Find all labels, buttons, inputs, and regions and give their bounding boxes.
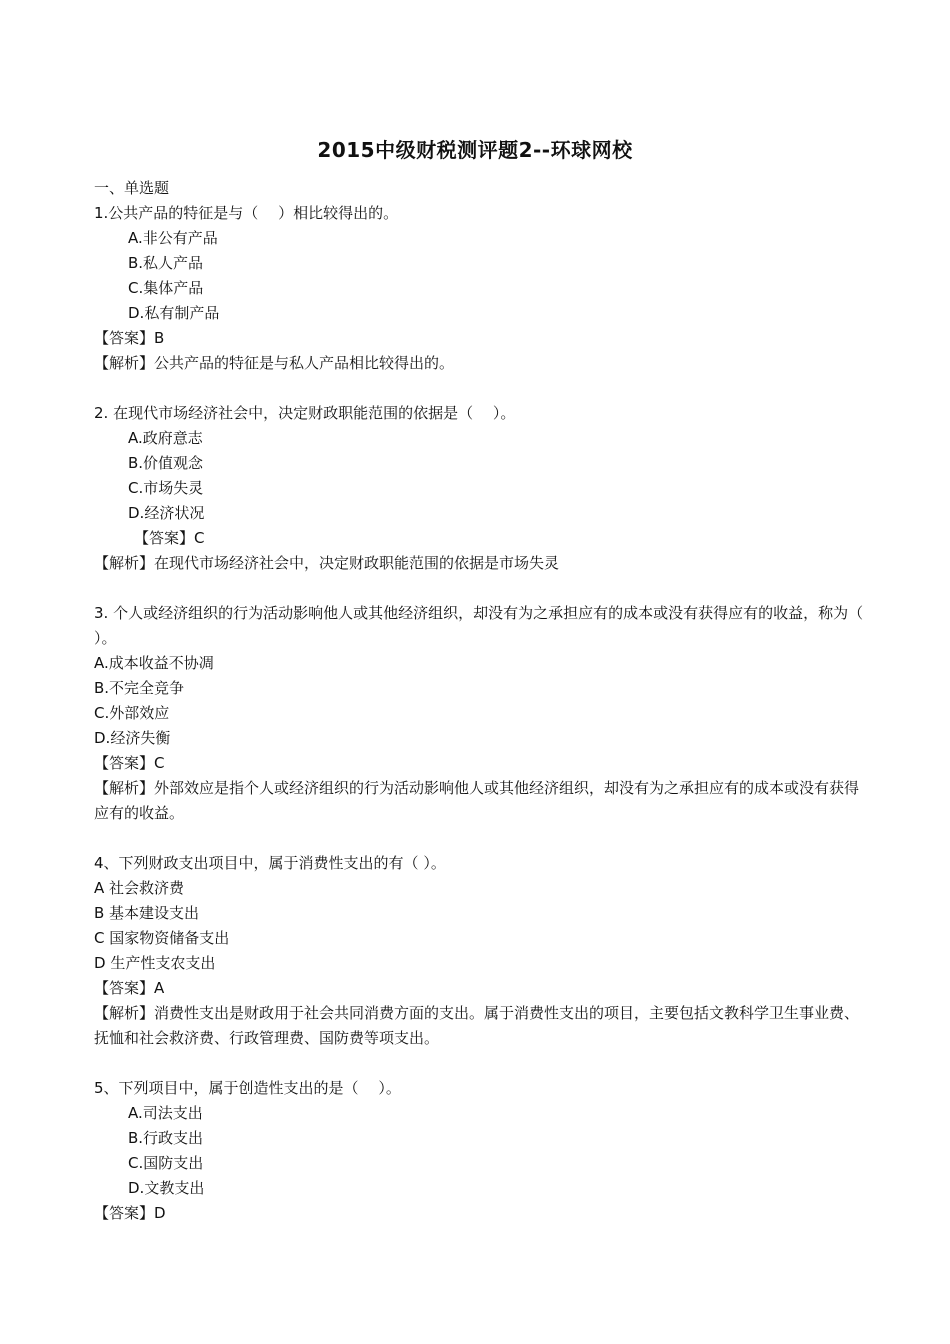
question-3-option-c: C.外部效应 xyxy=(94,704,170,722)
question-5-option-c: C.国防支出 xyxy=(128,1154,204,1172)
question-3 xyxy=(94,601,866,826)
section-heading: 一、单选题 xyxy=(94,179,170,197)
question-4-option-c: C 国家物资储备支出 xyxy=(94,929,230,947)
question-2-option-d: D.经济状况 xyxy=(128,504,205,522)
question-2-option-b: B.价值观念 xyxy=(128,454,204,472)
question-4-option-d: D 生产性支农支出 xyxy=(94,954,216,972)
question-3-option-d: D.经济失衡 xyxy=(94,729,171,747)
question-2-option-c: C.市场失灵 xyxy=(128,479,204,497)
spacer xyxy=(94,376,866,401)
question-3-stem: 3. 个人或经济组织的行为活动影响他人或其他经济组织，却没有为之承担应有的成本或没有获得应有的收益，称为（ ）。 xyxy=(94,604,864,647)
question-3-answer: 【答案】C xyxy=(94,754,165,772)
document-title: 2015中级财税测评题2--环球网校 xyxy=(317,138,633,162)
question-2-stem: 2. 在现代市场经济社会中，决定财政职能范围的依据是（ ）。 xyxy=(94,404,516,422)
question-3-analysis: 【解析】外部效应是指个人或经济组织的行为活动影响他人或其他经济组织，却没有为之承担应有的成本或没有获得应有的收益。 xyxy=(94,779,860,822)
question-1 xyxy=(94,201,866,376)
spacer xyxy=(94,1051,866,1076)
question-1-analysis: 【解析】公共产品的特征是与私人产品相比较得出的。 xyxy=(94,354,455,372)
question-1-option-b: B.私人产品 xyxy=(128,254,204,272)
question-4-option-a: A 社会救济费 xyxy=(94,879,185,897)
question-1-stem: 1.公共产品的特征是与（ ）相比较得出的。 xyxy=(94,204,399,222)
question-1-answer: 【答案】B xyxy=(94,329,165,347)
question-2-analysis: 【解析】在现代市场经济社会中，决定财政职能范围的依据是市场失灵 xyxy=(94,554,560,572)
question-4 xyxy=(94,851,866,1051)
question-5-answer: 【答案】D xyxy=(94,1204,166,1222)
spacer xyxy=(94,576,866,601)
question-4-analysis: 【解析】消费性支出是财政用于社会共同消费方面的支出。属于消费性支出的项目，主要包括文教科学卫生事业费、抚恤和社会救济费、行政管理费、国防费等项支出。 xyxy=(94,1004,860,1047)
question-4-stem: 4、下列财政支出项目中，属于消费性支出的有（ ）。 xyxy=(94,854,446,872)
question-2-answer: 【答案】C xyxy=(134,529,205,547)
question-5-option-d: D.文教支出 xyxy=(128,1179,205,1197)
question-2-option-a: A.政府意志 xyxy=(128,429,203,447)
question-5-option-a: A.司法支出 xyxy=(128,1104,203,1122)
question-4-answer: 【答案】A xyxy=(94,979,165,997)
question-1-option-c: C.集体产品 xyxy=(128,279,204,297)
question-3-option-b: B.不完全竞争 xyxy=(94,679,185,697)
question-5-option-b: B.行政支出 xyxy=(128,1129,204,1147)
spacer xyxy=(94,826,866,851)
question-5-stem: 5、下列项目中，属于创造性支出的是（ ）。 xyxy=(94,1079,401,1097)
document-body xyxy=(94,176,866,1226)
question-1-option-d: D.私有制产品 xyxy=(128,304,220,322)
question-1-option-a: A.非公有产品 xyxy=(128,229,218,247)
question-3-option-a: A.成本收益不协凋 xyxy=(94,654,214,672)
question-4-option-b: B 基本建设支出 xyxy=(94,904,200,922)
question-5 xyxy=(94,1076,866,1226)
question-2 xyxy=(94,401,866,576)
